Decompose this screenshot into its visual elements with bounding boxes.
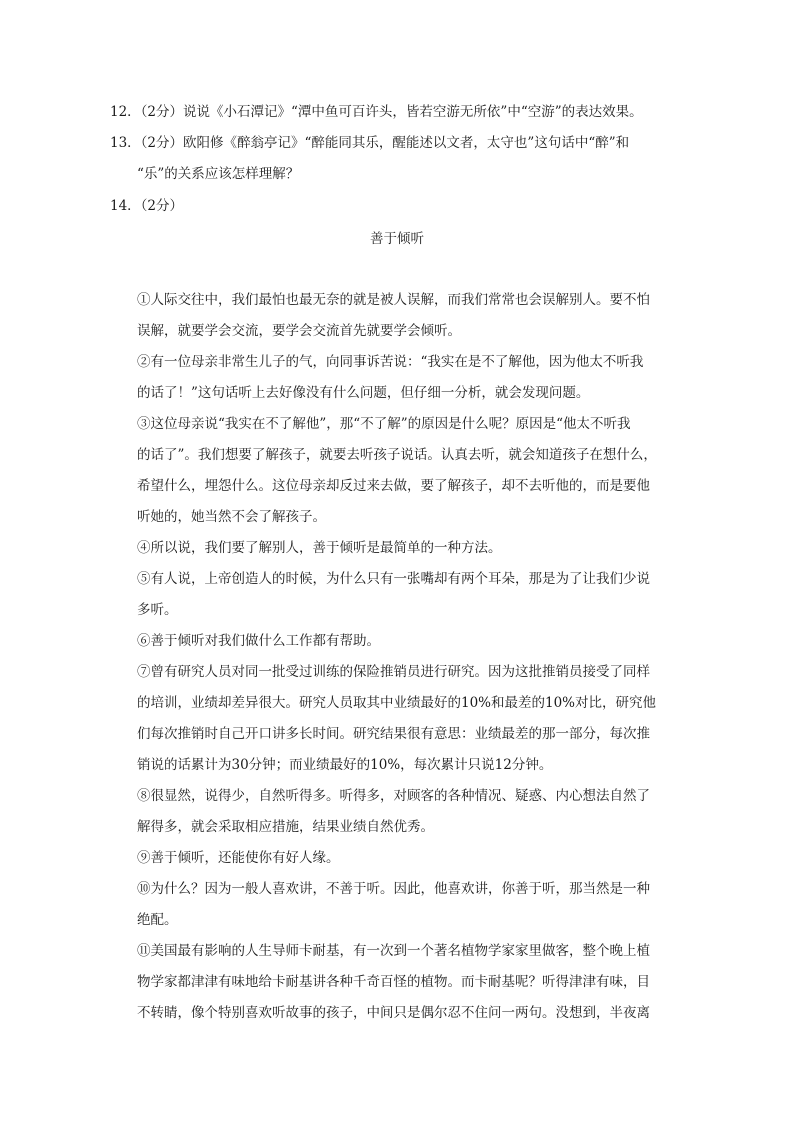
article-line: 解得多，就会采取相应措施，结果业绩自然优秀。 <box>137 819 434 835</box>
article-line: 的培训，业绩却差异很大。研究人员取其中业绩最好的10%和最差的10%对比，研究他 <box>137 695 657 711</box>
question-12 <box>110 102 643 122</box>
article-line: 的话了！”这句话听上去好像没有什么问题，但仔细一分析，就会发现问题。 <box>137 385 590 401</box>
question-text: 欧阳修《醉翁亭记》“醉能同其乐，醒能述以文者，太守也”这句话中“醉”和 <box>183 135 630 151</box>
article-line: 误解，就要学会交流，要学会交流首先就要学会倾听。 <box>137 323 461 339</box>
article-line: ⑤有人说，上帝创造人的时候，为什么只有一张嘴却有两个耳朵，那是为了让我们少说 <box>137 571 650 587</box>
question-text: 说说《小石潭记》“潭中鱼可百许头，皆若空游无所依”中“空游”的表达效果。 <box>183 104 643 120</box>
article-line: 物学家都津津有味地给卡耐基讲各种千奇百怪的植物。而卡耐基呢？听得津津有味，目 <box>137 974 650 990</box>
question-14 <box>110 196 183 216</box>
question-13 <box>110 133 629 153</box>
question-13-continuation: “乐”的关系应该怎样理解？ <box>137 166 300 182</box>
article-line: ④所以说，我们要了解别人，善于倾听是最简单的一种方法。 <box>137 540 502 556</box>
article-line: ⑧很显然，说得少，自然听得多。听得多，对顾客的各种情况、疑惑、内心想法自然了 <box>137 788 650 804</box>
article-line: ⑪美国最有影响的人生导师卡耐基，有一次到一个著名植物学家家里做客，整个晚上植 <box>137 943 650 959</box>
article-line: ⑥善于倾听对我们做什么工作都有帮助。 <box>137 633 380 649</box>
article-line: 们每次推销时自己开口讲多长时间。研究结果很有意思：业绩最差的那一部分，每次推 <box>137 726 650 742</box>
article-line: 多听。 <box>137 602 178 618</box>
article-title: 善于倾听 <box>370 231 424 247</box>
article-line: 的话了”。我们想要了解孩子，就要去听孩子说话。认真去听，就会知道孩子在想什么， <box>137 447 657 463</box>
article-line: 销说的话累计为30分钟；而业绩最好的10%，每次累计只说12分钟。 <box>137 757 553 773</box>
question-number: 13．（2分） <box>110 135 184 151</box>
article-line: 希望什么，埋怨什么。这位母亲却反过来去做，要了解孩子，却不去听他的，而是要他 <box>137 478 650 494</box>
article-line: ⑩为什么？因为一般人喜欢讲，不善于听。因此，他喜欢讲，你善于听，那当然是一种 <box>137 881 650 897</box>
question-number: 14．（2分） <box>110 198 184 214</box>
article-line: ②有一位母亲非常生儿子的气，向同事诉苦说：“我实在是不了解他，因为他太不听我 <box>137 354 644 370</box>
article-line: ⑨善于倾听，还能使你有好人缘。 <box>137 850 340 866</box>
question-number: 12．（2分） <box>110 104 184 120</box>
article-line: 不转睛，像个特别喜欢听故事的孩子，中间只是偶尔忍不住问一两句。没想到，半夜离 <box>137 1005 650 1021</box>
article-line: ①人际交往中，我们最怕也最无奈的就是被人误解，而我们常常也会误解别人。要不怕 <box>137 292 650 308</box>
article-line: 绝配。 <box>137 912 178 928</box>
article-line: ⑦曾有研究人员对同一批受过训练的保险推销员进行研究。因为这批推销员接受了同样 <box>137 664 650 680</box>
article-line: 听她的，她当然不会了解孩子。 <box>137 509 326 525</box>
article-line: ③这位母亲说“我实在不了解他”，那“不了解”的原因是什么呢？原因是“他太不听我 <box>137 416 631 432</box>
